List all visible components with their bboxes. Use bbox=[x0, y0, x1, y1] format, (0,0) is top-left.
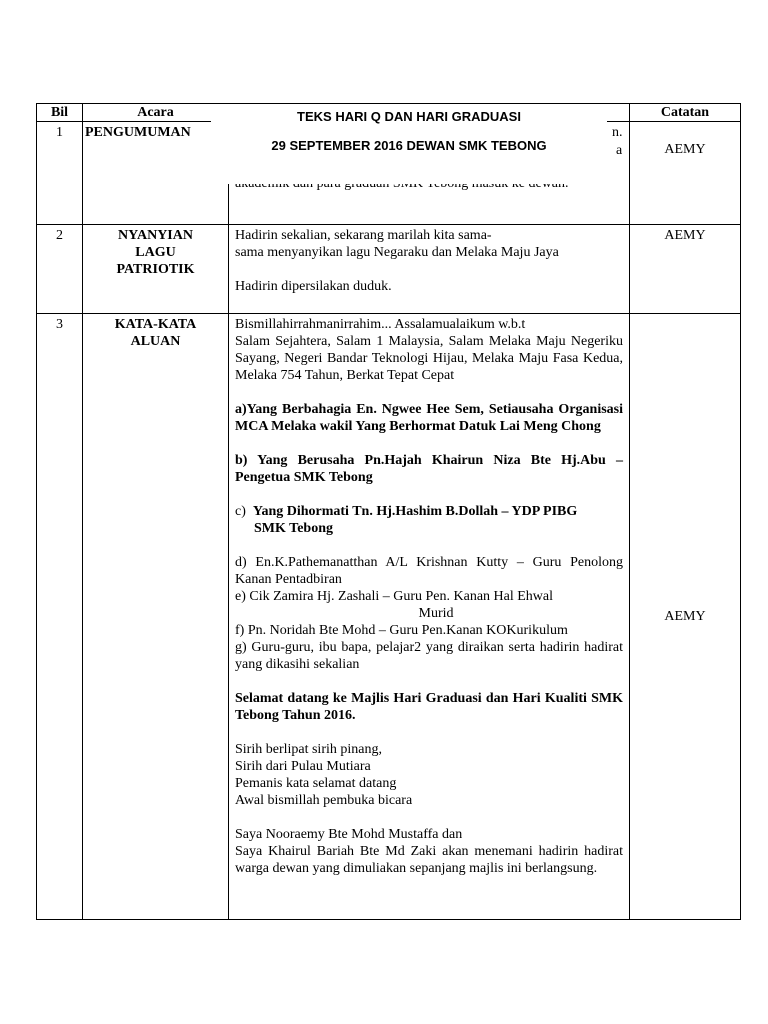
table-row bbox=[37, 314, 741, 920]
guest-e: e) Cik Zamira Hj. Zashali – Guru Pen. Kanan Hal Ehwal bbox=[235, 589, 554, 604]
acara-line: LAGU bbox=[135, 245, 176, 260]
row-acara bbox=[83, 314, 229, 920]
table-row bbox=[37, 225, 741, 314]
row-number: 1 bbox=[37, 122, 83, 225]
closing-line-1: Saya Nooraemy Bte Mohd Mustaffa dan bbox=[235, 827, 463, 842]
guest-b: b) Yang Berusaha Pn.Hajah Khairun Niza Bte Hj.Abu – Pengetua SMK Tebong bbox=[235, 453, 623, 485]
closing-line-2: Saya Khairul Bariah Bte Md Zaki akan menemani hadirin hadirat warga dewan yang dimuliakan sepanjang majlis ini berlangsung. bbox=[235, 844, 623, 876]
row-catatan bbox=[630, 314, 741, 920]
acara-line: NYANYIAN bbox=[118, 228, 193, 243]
catatan-text: AEMY bbox=[664, 609, 706, 624]
program-table bbox=[36, 103, 741, 920]
row-catatan bbox=[630, 122, 741, 225]
row-catatan bbox=[630, 225, 741, 314]
pantun-line: Sirih dari Pulau Mutiara bbox=[235, 759, 371, 774]
teks-line: sama menyanyikan lagu Negaraku dan Melaka Maju Jaya bbox=[235, 245, 559, 260]
acara-line: ALUAN bbox=[130, 334, 181, 349]
pantun-line: Pemanis kata selamat datang bbox=[235, 776, 397, 791]
hidden-fragment: n. bbox=[612, 125, 623, 140]
guest-e-cont: Murid bbox=[418, 606, 454, 621]
row-teks bbox=[229, 225, 630, 314]
pantun-line: Sirih berlipat sirih pinang, bbox=[235, 742, 382, 757]
guest-c-line2: SMK Tebong bbox=[254, 521, 333, 536]
guest-c bbox=[235, 503, 623, 520]
teks-line: Hadirin sekalian, sekarang marilah kita sama- bbox=[235, 228, 492, 243]
title-overlay bbox=[211, 104, 607, 184]
row-teks bbox=[229, 314, 630, 920]
header-bil: Bil bbox=[37, 104, 83, 122]
guest-f: f) Pn. Noridah Bte Mohd – Guru Pen.Kanan KOKurikulum bbox=[235, 623, 568, 638]
acara-line: KATA-KATA bbox=[114, 317, 197, 332]
header-catatan: Catatan bbox=[630, 104, 741, 122]
guest-c-label: c) bbox=[235, 504, 246, 519]
welcome-text: Selamat datang ke Majlis Hari Graduasi dan Hari Kualiti SMK Tebong Tahun 2016. bbox=[235, 691, 623, 723]
catatan-text: AEMY bbox=[664, 142, 706, 157]
teks-intro: Bismillahirrahmanirrahim... Assalamualaikum w.b.t bbox=[235, 317, 526, 332]
row-acara bbox=[83, 225, 229, 314]
row-acara: PENGUMUMAN bbox=[83, 122, 229, 225]
teks-line: Hadirin dipersilakan duduk. bbox=[235, 279, 392, 294]
guest-g: g) Guru-guru, ibu bapa, pelajar2 yang diraikan serta hadirin hadirat yang dikasihi sekalian bbox=[235, 640, 623, 672]
hidden-fragment: a bbox=[616, 143, 623, 158]
document-subtitle: 29 SEPTEMBER 2016 DEWAN SMK TEBONG bbox=[271, 138, 547, 153]
teks-salam: Salam Sejahtera, Salam 1 Malaysia, Salam Melaka Maju Negeriku Sayang, Negeri Bandar Teknologi Hijau, Melaka Maju Fasa Kedua, Melaka 754 Tahun, Berkat Tepat Cepat bbox=[235, 334, 623, 383]
guest-c-line1: Yang Dihormati Tn. Hj.Hashim B.Dollah – YDP PIBG bbox=[252, 504, 578, 519]
acara-line: PATRIOTIK bbox=[116, 262, 195, 277]
row-number: 3 bbox=[37, 314, 83, 920]
guest-a: a)Yang Berbahagia En. Ngwee Hee Sem, Setiausaha Organisasi MCA Melaka wakil Yang Berhormat Datuk Lai Meng Chong bbox=[235, 402, 623, 434]
row-number: 2 bbox=[37, 225, 83, 314]
pantun-line: Awal bismillah pembuka bicara bbox=[235, 793, 413, 808]
header-acara: Acara bbox=[83, 104, 229, 122]
guest-d: d) En.K.Pathemanatthan A/L Krishnan Kutty – Guru Penolong Kanan Pentadbiran bbox=[235, 555, 623, 587]
document-title: TEKS HARI Q DAN HARI GRADUASI bbox=[297, 109, 521, 124]
page-bottom-mask bbox=[36, 926, 742, 1024]
catatan-text: AEMY bbox=[664, 228, 706, 243]
